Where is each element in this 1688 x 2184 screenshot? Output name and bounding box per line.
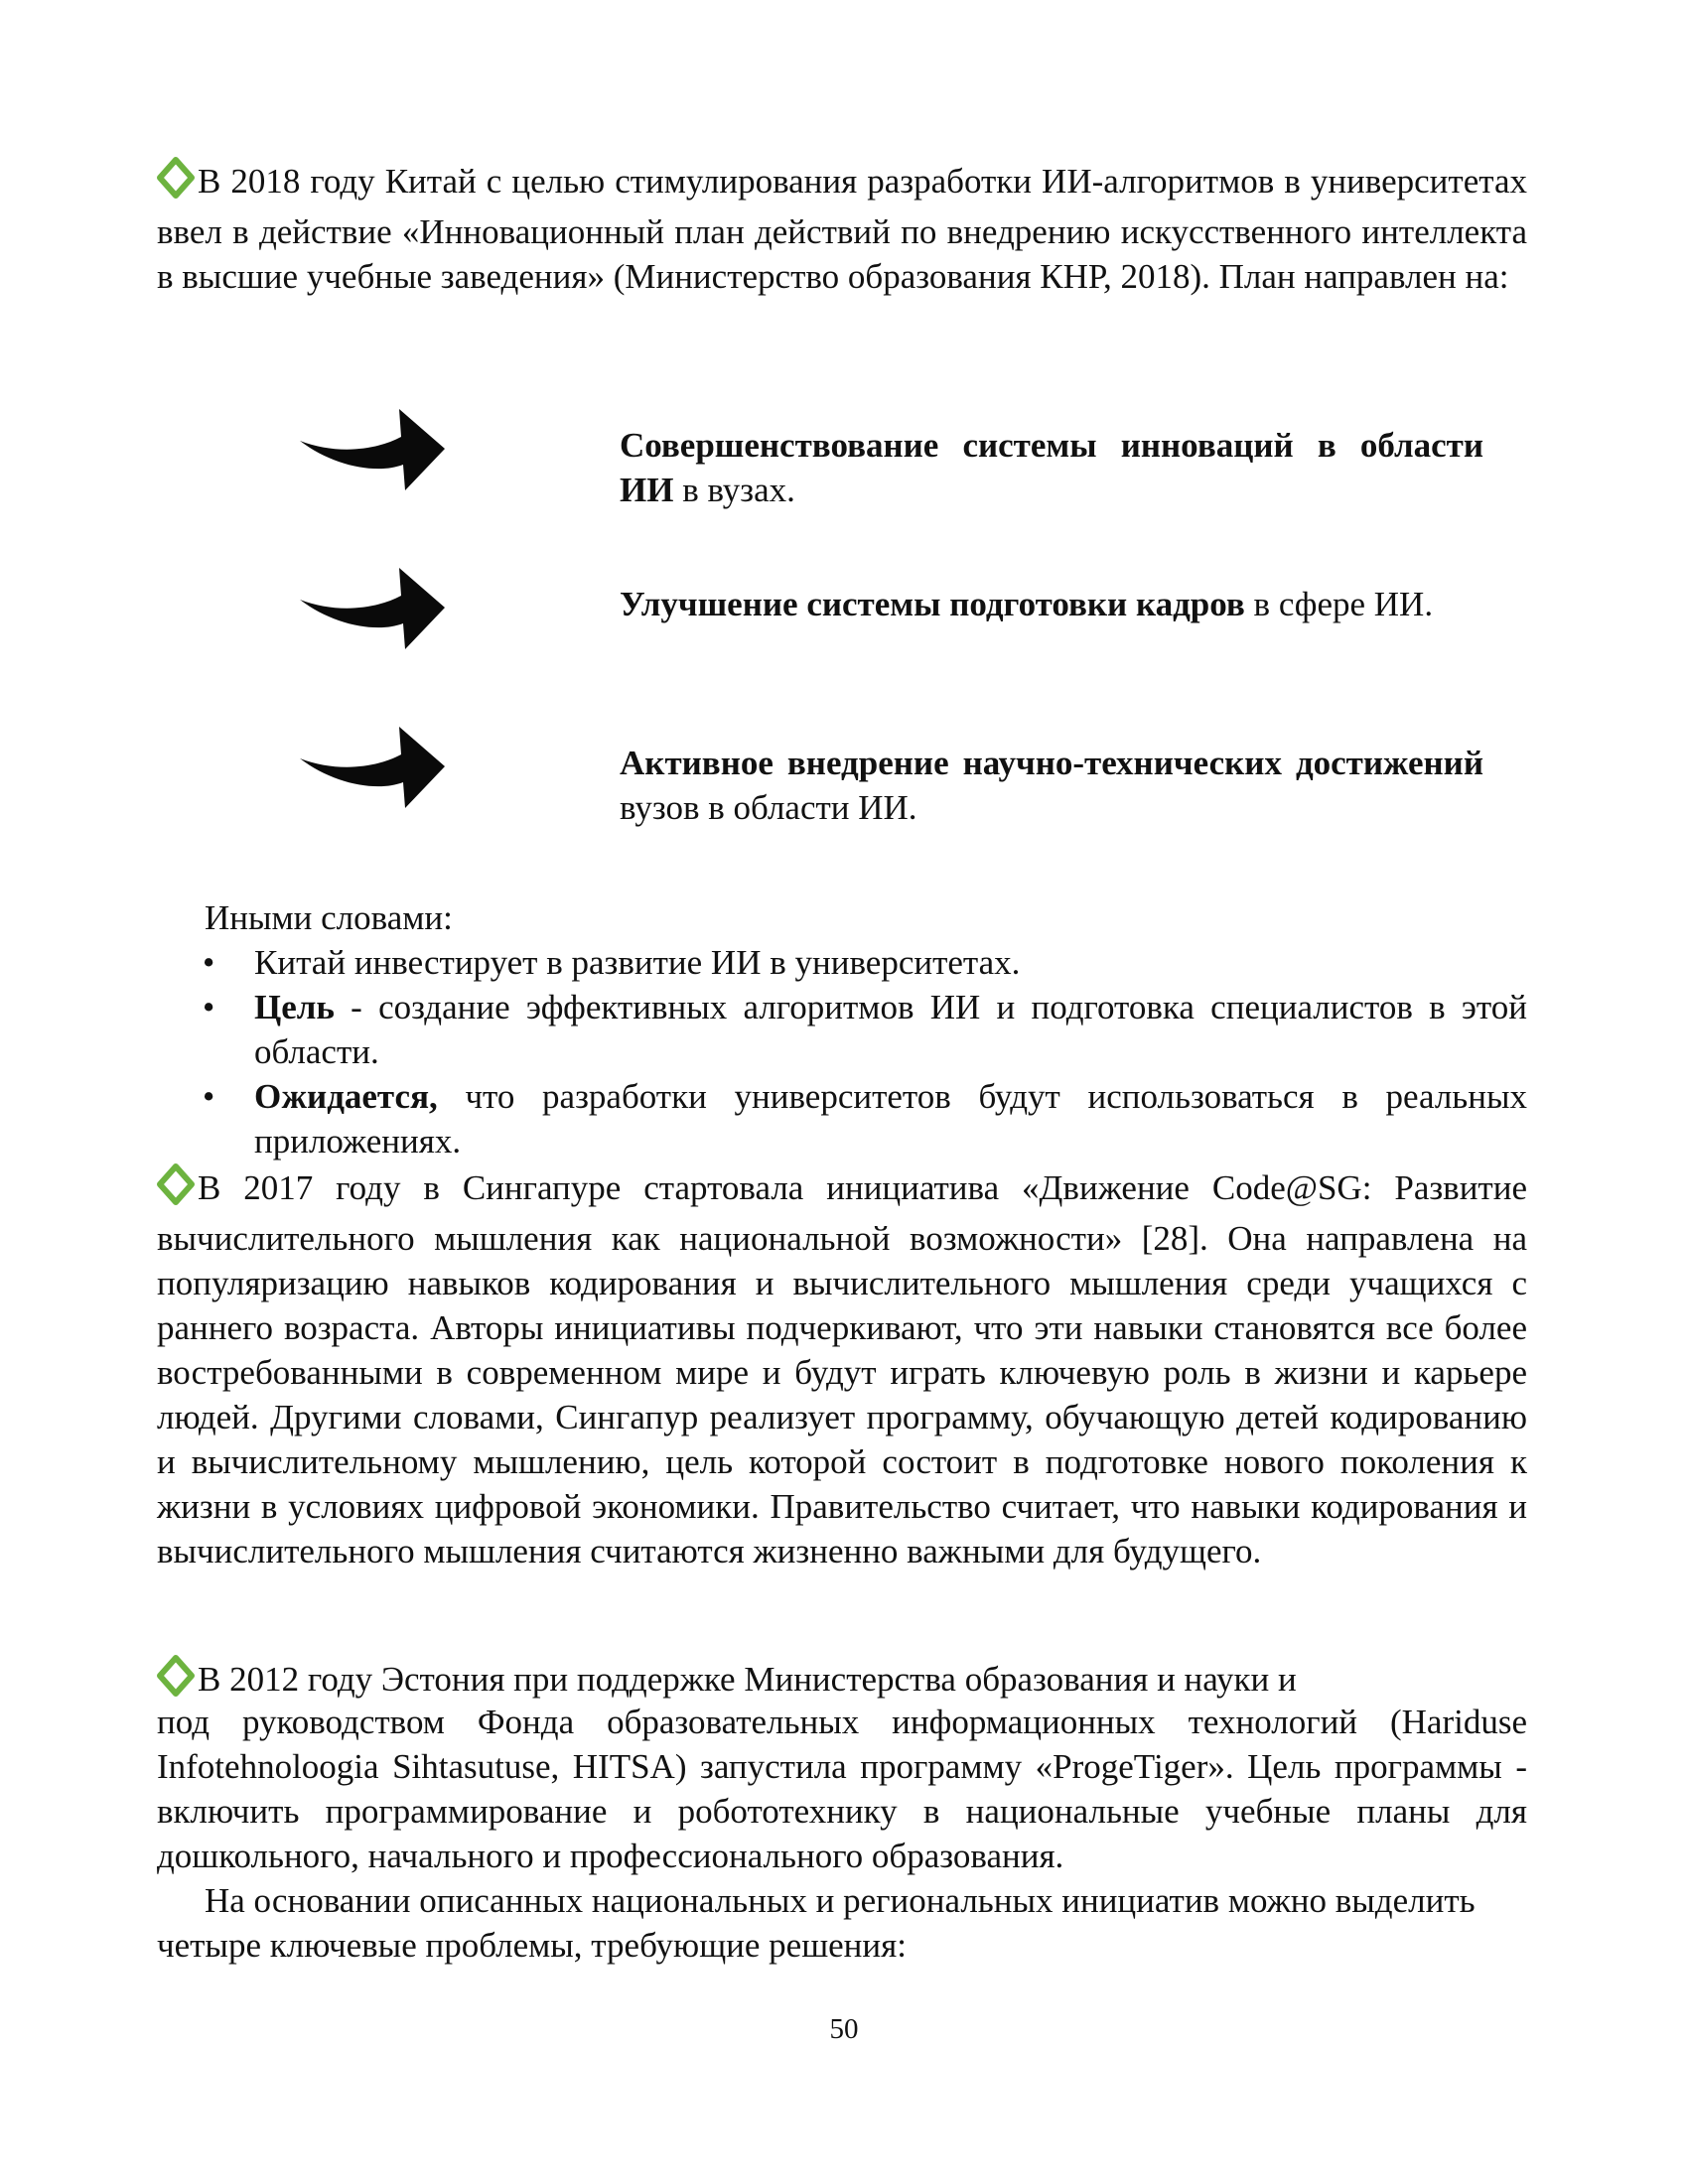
list-item-text: что разработки университетов будут использоваться в реальных приложениях. bbox=[254, 1077, 1527, 1160]
green-diamond-icon bbox=[157, 157, 195, 209]
arrow-item-bold: Активное внедрение научно-технических достижений bbox=[620, 744, 1483, 782]
list-item bbox=[157, 985, 1527, 1074]
intro-paragraph bbox=[157, 157, 1527, 299]
bullet-icon: • bbox=[203, 988, 215, 1026]
arrow-item-rest: в сфере ИИ. bbox=[1244, 585, 1434, 623]
bullet-icon: • bbox=[203, 943, 215, 982]
arrow-item-bold: Совершенствование системы инноваций в области ИИ bbox=[620, 426, 1483, 509]
curved-arrow-icon bbox=[298, 564, 447, 651]
bullet-icon: • bbox=[203, 1077, 215, 1116]
curved-arrow-icon bbox=[298, 723, 447, 810]
singapore-paragraph bbox=[157, 1163, 1527, 1573]
list-item-bold: Ожидается, bbox=[254, 1077, 438, 1116]
list-item-bold: Цель bbox=[254, 988, 335, 1026]
curved-arrow-icon bbox=[298, 405, 447, 492]
list-item bbox=[157, 940, 1527, 985]
singapore-text: В 2017 году в Сингапуре стартовала инициатива «Движение Code@SG: Развитие вычислительного мышления как национальной возможности» [28]. Она направлена на популяризацию навыков кодирования и вычислительного мышления среди учащихся с раннего возраста. Авторы инициативы подчеркивают, что эти навыки становятся все более востребованными в современном мире и будут играть ключевую роль в жизни и карьере людей. Другими словами, Сингапур реализует программу, обучающую детей кодированию и вычислительному мышлению, цель которой состоит в подготовке нового поколения к жизни в условиях цифровой экономики. Правительство считает, что навыки кодирования и вычислительного мышления считаются жизненно важными для будущего. bbox=[157, 1168, 1527, 1570]
arrow-item-text bbox=[620, 741, 1483, 830]
list-item-text: Китай инвестирует в развитие ИИ в университетах. bbox=[254, 943, 1021, 982]
summary-lead: Иными словами: bbox=[205, 898, 453, 937]
list-item-text: - создание эффективных алгоритмов ИИ и подготовка специалистов в этой области. bbox=[254, 988, 1527, 1071]
arrow-item-rest: вузов в области ИИ. bbox=[620, 788, 917, 827]
intro-text: В 2018 году Китай с целью стимулирования разработки ИИ-алгоритмов в университетах ввел в действие «Инновационный план действий по внедрению искусственного интеллекта в высшие учебные заведения» (Министерство образования КНР, 2018). План направлен на: bbox=[157, 162, 1527, 296]
arrow-item-bold: Улучшение системы подготовки кадров bbox=[620, 585, 1245, 623]
page-number: 50 bbox=[829, 2013, 859, 2045]
summary-list bbox=[157, 940, 1527, 1163]
estonia-paragraph-rest: под руководством Фонда образовательных информационных технологий (Hariduse Infotehnoloogia Sihtasutuse, HITSA) запустила программу «ProgeTiger». Цель программы - включить программирование и робототехнику в национальные учебные планы для дошкольного, начального и профессионального образования. bbox=[157, 1703, 1527, 1875]
arrow-item-text bbox=[620, 582, 1483, 626]
closing-paragraph: На основании описанных национальных и региональных инициатив можно выделить четыре ключевые проблемы, требующие решения: bbox=[157, 1881, 1476, 1965]
arrow-item-rest: в вузах. bbox=[673, 471, 795, 509]
green-diamond-icon bbox=[157, 1163, 195, 1216]
arrow-item-text bbox=[620, 423, 1483, 512]
estonia-line1: В 2012 году Эстония при поддержке Министерства образования и науки и bbox=[198, 1660, 1297, 1699]
list-item bbox=[157, 1074, 1527, 1163]
